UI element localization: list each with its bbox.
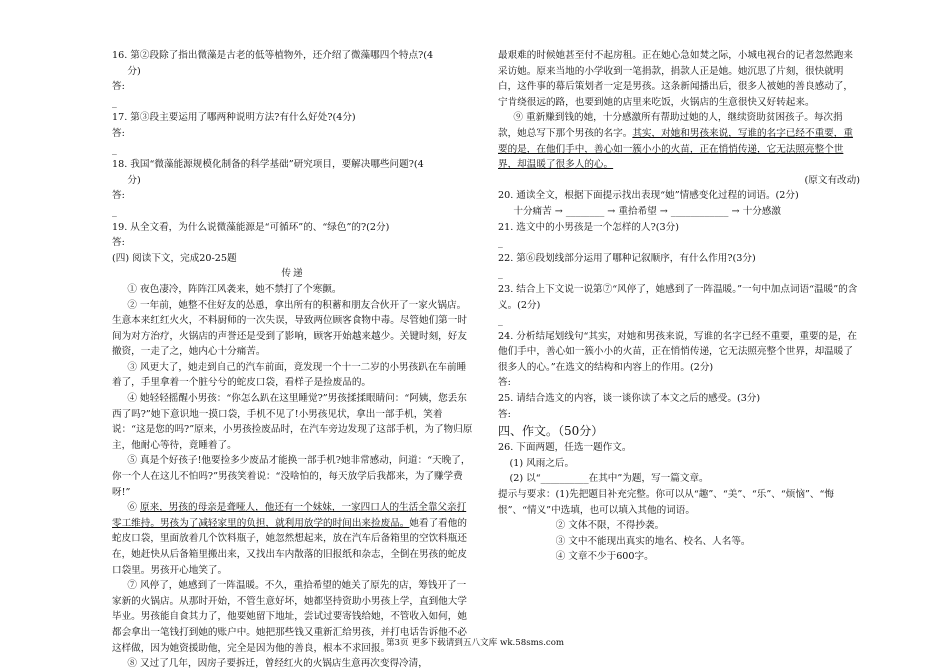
question-16-cont: 分) bbox=[127, 65, 141, 77]
requirements-intro: 提示与要求：(1)先把题目补充完整。你可以从“趣”、“美”、“乐”、“烦恼”、“悔恨”、“情义”中选填，也可以填入其他的词语。 bbox=[498, 489, 834, 516]
answer-blank: _ bbox=[498, 237, 503, 249]
paragraph-1: ① 夜色凄冷，阵阵江风袭来，她不禁打了个寒颤。 bbox=[127, 283, 342, 295]
right-column bbox=[498, 48, 860, 565]
question-18-cont: 分) bbox=[127, 174, 141, 186]
article-title: 传递 bbox=[281, 268, 305, 280]
question-26: 26. 下面两题，任选一题作文。 bbox=[498, 442, 632, 454]
paragraph-5: ⑤ 真是个好孩子!他要捡多少废品才能换一部手机?她非常感动，问道：“天晚了，你一个人在这儿不怕吗?”男孩笑着说：“没啥怕的，每天放学后我都来，为了赚学费呀!” bbox=[112, 455, 471, 498]
question-18: 18. 我国“微藻能源规模化制备的科学基础”研究项目，要解决哪些问题?(4 bbox=[112, 159, 424, 171]
requirement-4: ④ 文章不少于600字。 bbox=[555, 551, 654, 563]
requirement-2: ② 文体不限，不得抄袭。 bbox=[555, 520, 665, 532]
paragraph-9-underlined: 其实，对她和男孩来说，写谁的名字已经不重要，重要的是，在他们手中，善心如一簇小小的火苗，正在悄悄传递，它无法照亮整个世界，却温暖了很多人的心。 bbox=[498, 127, 853, 171]
answer-blank: _ bbox=[498, 315, 503, 327]
answer-label: 答: bbox=[498, 377, 511, 389]
question-24: 24. 分析结尾划线句“其实，对她和男孩来说，写谁的名字已经不重要，重要的是，在他们手中，善心如一簇小小的火苗，正在悄悄传递，它无法照亮整个世界，却温暖了很多人的心。”在选文的结构和内容上的作用。(2分) bbox=[498, 330, 857, 373]
left-column bbox=[112, 48, 474, 672]
question-19: 19. 从全文看，为什么说微藻能源是“可循环”的、“绿色”的?(2分) bbox=[112, 221, 390, 233]
composition-heading: 四、作文。（50分） bbox=[498, 424, 604, 439]
answer-blank: _ bbox=[112, 96, 117, 108]
question-22: 22. 第⑥段划线部分运用了哪种记叙顺序，有什么作用?(3分) bbox=[498, 252, 756, 264]
question-20: 20. 通读全文，根据下面提示找出表现“她”情感变化过程的词语。(2分) bbox=[498, 190, 799, 202]
paragraph-6 bbox=[112, 500, 474, 578]
paragraph-6-rest: 她看了看他的蛇皮口袋，里面放着几个饮料瓶子，她忽然想起来，放在汽车后备箱里的空饮料瓶还在，她赶快从后备箱里搬出来，又找出车内散落的旧报纸和杂志，全倒在男孩的蛇皮口袋里。男孩开心地笑了。 bbox=[112, 517, 467, 576]
paragraph-2: ② 一年前，她整不住好友的怂恿，拿出所有的积蓄和朋友合伙开了一家火锅店。生意本来红红火火，不料厨师的一次失误，导致两位顾客食物中毒。尽管她们第一时间为对方治疗，火锅店的声誉还是受到了影响，顾客开始越来越少。关键时刻，好友撤资，一走了之，她内心十分痛苦。 bbox=[112, 299, 467, 358]
option-2: (2) 以“__________在其中”为题，写一篇文章。 bbox=[509, 473, 709, 485]
paragraph-9 bbox=[498, 110, 860, 172]
answer-label: 答: bbox=[112, 81, 125, 93]
answer-blank: _ bbox=[498, 268, 503, 280]
answer-blank: _ bbox=[112, 143, 117, 155]
question-17: 17. 第③段主要运用了哪两种说明方法?有什么好处?(4分) bbox=[112, 112, 356, 124]
paragraph-8-cont: 最艰难的时候她甚至付不起房租。正在她心急如焚之际，小城电视台的记者忽然跑来采访她。原来当地的小学收到一笔捐款，捐款人正是她。她沉思了片刻，很快就明白，这件事的幕后策划者一定是男孩。这条新闻播出后，很多人被她的善良感动了，宁肯绕很远的路，也要到她的店里来吃饭，火锅店的生意很快又好转起来。 bbox=[498, 50, 853, 108]
question-21: 21. 选文中的小男孩是一个怎样的人?(3分) bbox=[498, 221, 679, 233]
paragraph-3: ③ 风更大了，她走到自己的汽车前面，竟发现一个十一二岁的小男孩趴在车前睡着了，手里拿着一个脏兮兮的蛇皮口袋，看样子是捡废品的。 bbox=[112, 361, 467, 389]
answer-label: 答: bbox=[112, 127, 125, 139]
answer-label: 答: bbox=[112, 237, 125, 249]
question-16: 16. 第②段除了指出微藻是古老的低等植物外，还介绍了微藻哪四个特点?(4 bbox=[112, 50, 434, 61]
paragraph-4: ④ 她轻轻摇醒小男孩：“你怎么趴在这里睡觉?”男孩揉揉眼睛问：“阿姨，您丢东西了吗?”她下意识地一摸口袋，手机不见了!小男孩见状，拿出一部手机，笑着说：“这是您的吗?”原来，小男孩捡废品时，在汽车旁边发现了这部手机，为了物归原主，他耐心等待，竟睡着了。 bbox=[112, 393, 473, 451]
question-23: 23. 结合上下文说一说第⑦“风停了，她感到了一阵温暖。”一句中加点词语“温暖”的含义。(2分) bbox=[498, 283, 858, 311]
option-1: (1) 风雨之后。 bbox=[509, 457, 575, 469]
section-four-heading: (四) 阅读下文，完成20-25题 bbox=[112, 252, 237, 264]
answer-label: 答: bbox=[112, 190, 125, 202]
source-note: (原文有改动) bbox=[804, 174, 860, 186]
page-footer: 第3页 更多下载请到五八文库 wk.58sms.com bbox=[385, 638, 565, 648]
paragraph-6-number: ⑥ bbox=[127, 502, 141, 514]
answer-label: 答: bbox=[498, 408, 511, 420]
paragraph-8: ⑧ 又过了几年，因房子要拆迁，曾经红火的火锅店生意再次变得冷清， bbox=[127, 658, 428, 670]
paragraph-6-underlined: 原来，男孩的母亲是聋哑人，他还有一个妹妹，一家四口人的生活全靠父亲打零工维持。男孩为了减轻家里的负担，就利用放学的时间出来捡废品。 bbox=[112, 502, 467, 529]
requirement-3: ③ 文中不能现出真实的地名、校名、人名等。 bbox=[555, 535, 751, 547]
paragraph-7: ⑦ 风停了，她感到了一阵温暖。不久，重拾希望的她关了原先的店，筹钱开了一家新的火锅店。从那时开始，不管生意好坏，她都坚持资助小男孩上学，直到他大学毕业。男孩能自食其力了，他要她留下地址，尝试过要寄钱给她，不管收入如何，她都会拿出一笔钱打到她的账户中。她把那些钱又重新汇给男孩，并打电话告诉他不必这样做，因为她资援助他，完全是因为他的善良，根本不求回报。 bbox=[112, 580, 467, 654]
question-25: 25. 请结合选文的内容，谈一谈你读了本文之后的感受。(3分) bbox=[498, 393, 761, 405]
answer-blank: _ bbox=[112, 205, 117, 217]
question-20-chain: 十分痛苦 → ________ → 重拾希望 → ____________ → 十分感激 bbox=[513, 205, 781, 217]
paragraph-9-plain: ⑨ 重新赚到钱的她，十分感激所有帮助过她的人，继续资助贫困孩子。每次捐款，她总写下那个男孩的名字。 bbox=[498, 112, 843, 139]
